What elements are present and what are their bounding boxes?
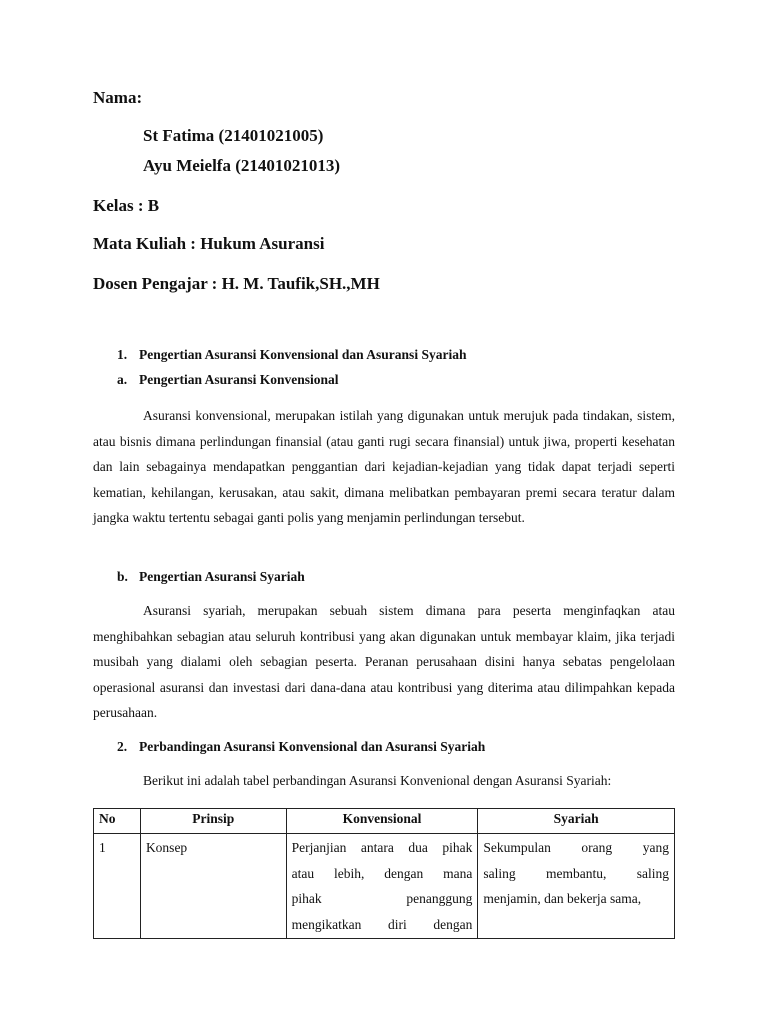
konvensional-line: mengikatkan diri dengan [291, 916, 473, 932]
section-2-number: 2. [117, 739, 128, 754]
section-1a-label: a. [117, 372, 128, 387]
table-header-row [94, 809, 675, 834]
section-1b-label: b. [117, 569, 128, 584]
header-prinsip: Prinsip [140, 809, 286, 834]
cell-prinsip: Konsep [140, 834, 286, 939]
konvensional-line: Perjanjian antara dua pihak [291, 840, 473, 855]
student-1: St Fatima (21401021005) [143, 126, 324, 145]
mata-kuliah: Mata Kuliah : Hukum Asuransi [93, 234, 325, 253]
syariah-line: Sekumpulan orang yang [483, 840, 669, 855]
syariah-line: menjamin, dan bekerja sama, [483, 891, 642, 906]
paragraph-konvensional: Asuransi konvensional, merupakan istilah yang digunakan untuk merujuk pada tindakan, sistem, atau bisnis dimana perlindungan finansial (atau ganti rugi secara finansial) untuk jiwa, properti kesehatan dan lain sebagainya mendapatkan penggantian dari kejadian-kejadian yang tidak dapat terjadi seperti kematian, kehilangan, kerusakan, atau sakit, dimana melibatkan pembayaran premi secara teratur dalam jangka waktu tertentu sebagai ganti polis yang menjamin perlindungan tersebut. [93, 408, 675, 525]
section-1-number: 1. [117, 347, 128, 362]
section-1a-heading [117, 372, 339, 388]
section-1-title: Pengertian Asuransi Konvensional dan Asuransi Syariah [139, 347, 467, 362]
table-row [94, 834, 675, 939]
section-1b-title: Pengertian Asuransi Syariah [139, 569, 305, 584]
student-2: Ayu Meielfa (21401021013) [143, 156, 341, 175]
header-syariah: Syariah [478, 809, 675, 834]
section-2-heading [117, 739, 485, 755]
kelas: Kelas : B [93, 196, 160, 215]
cell-syariah [478, 834, 675, 939]
header-konvensional: Konvensional [286, 809, 478, 834]
section-1-heading [117, 347, 466, 363]
syariah-line: saling membantu, saling [483, 865, 669, 881]
paragraph-syariah: Asuransi syariah, merupakan sebuah sistem dimana para peserta menginfaqkan atau menghibahkan sebagian atau seluruh kontribusi yang akan digunakan untuk membayar klaim, jika terjadi musibah yang dialami oleh sebagian peserta. Peranan perusahaan disini hanya sebatas pengelolaan operasional asuransi dan investasi dari dana-dana atau kontribusi yang diterima atau dilimpahkan kepada perusahaan. [93, 603, 675, 720]
konvensional-line: pihak penanggung [291, 891, 473, 906]
section-1a-title: Pengertian Asuransi Konvensional [139, 372, 339, 387]
table-intro: Berikut ini adalah tabel perbandingan Asuransi Konvenional dengan Asuransi Syariah: [143, 773, 612, 788]
header-no: No [94, 809, 141, 834]
section-2-title: Perbandingan Asuransi Konvensional dan Asuransi Syariah [139, 739, 486, 754]
nama-label: Nama: [93, 88, 143, 107]
cell-konvensional [286, 834, 478, 939]
comparison-table [93, 808, 675, 939]
cell-no: 1 [94, 834, 141, 939]
dosen-pengajar: Dosen Pengajar : H. M. Taufik,SH.,MH [93, 274, 380, 293]
section-1b-heading [117, 569, 305, 585]
konvensional-line: atau lebih, dengan mana [291, 865, 473, 881]
